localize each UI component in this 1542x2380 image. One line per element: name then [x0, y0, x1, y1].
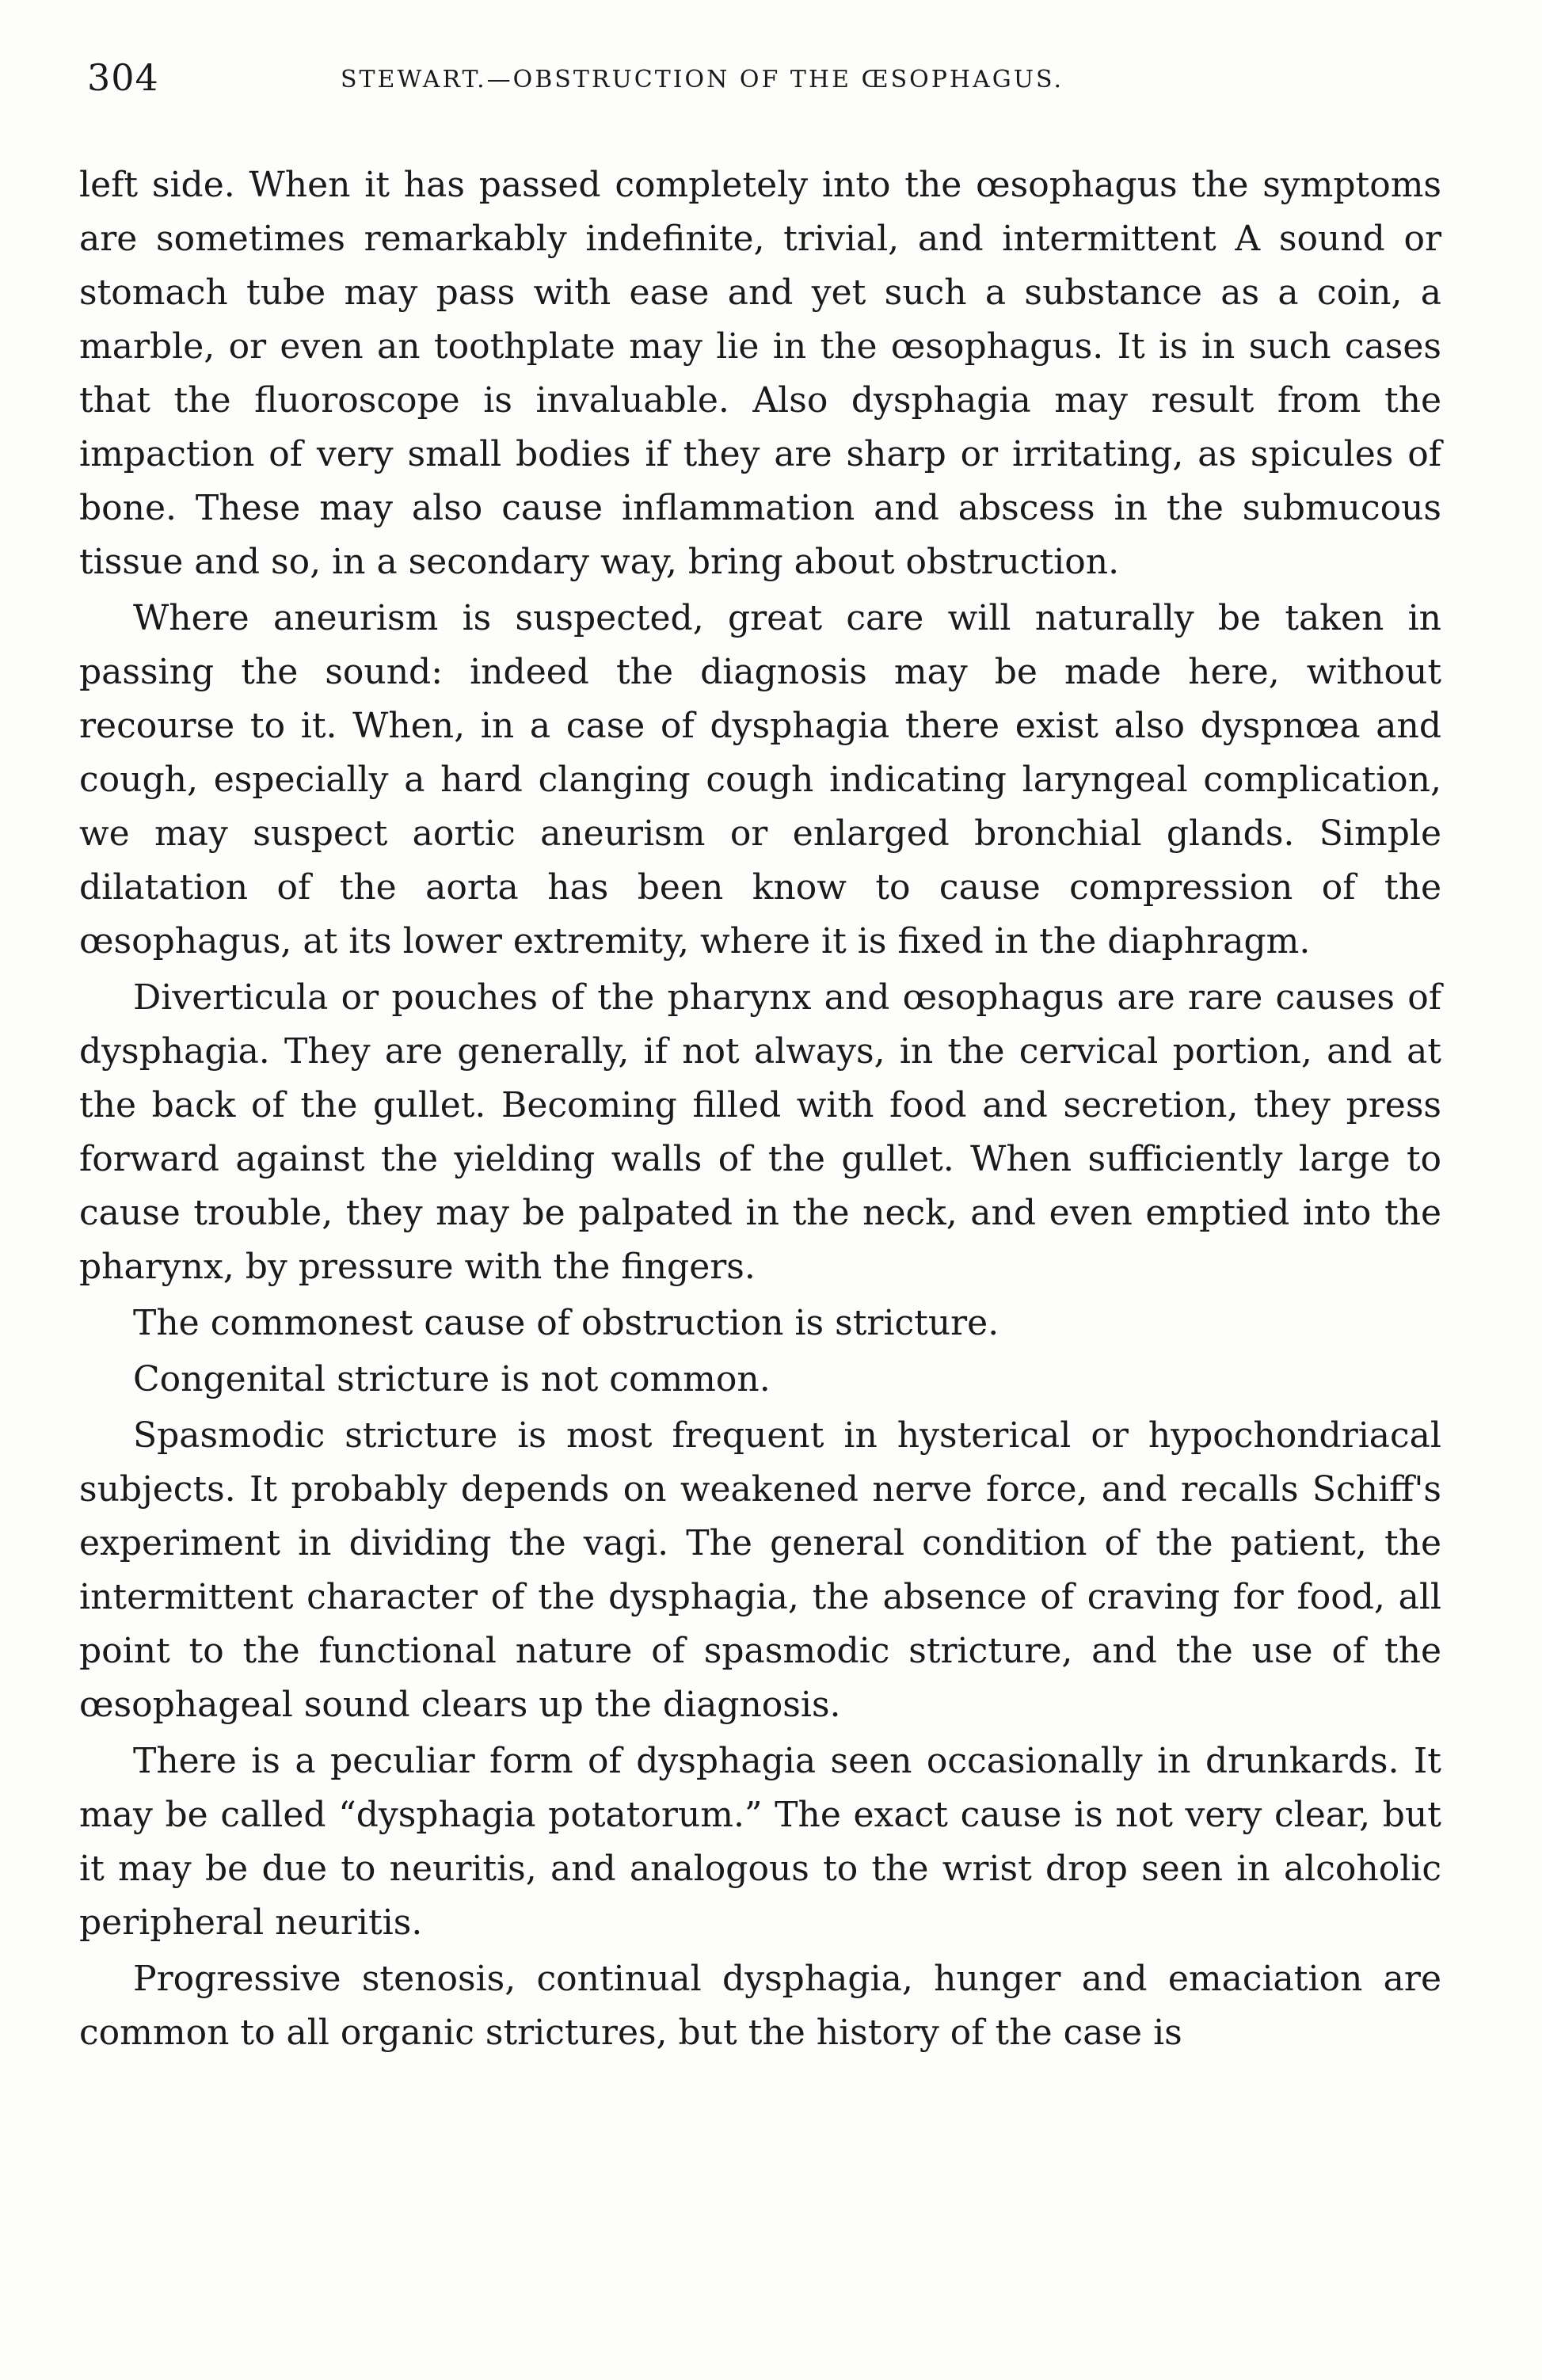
body-text	[79, 158, 1441, 2062]
paragraph-stricture-cause: The commonest cause of obstruction is stricture.	[133, 1303, 999, 1343]
paragraph-aneurism: Where aneurism is suspected, great care will naturally be taken in passing the sound: indeed the diagnosis may be made here, without recourse to it. When, in a case of dysphagia there exist also dyspnœa and cough, especially a hard clanging cough indicating laryngeal complication, we may suspect aortic aneurism or enlarged bronchial glands. Simple dilatation of the aorta has been know to cause compression of the œsophagus, at its lower extremity, where it is fixed in the diaphragm.	[79, 598, 1441, 962]
paragraph-congenital-stricture: Congenital stricture is not common.	[133, 1359, 771, 1399]
page-number: 304	[87, 56, 159, 99]
running-title: STEWART.—OBSTRUCTION OF THE ŒSOPHAGUS.	[341, 66, 1064, 93]
running-head	[0, 54, 1542, 101]
paragraph-dysphagia-potatorum: There is a peculiar form of dysphagia seen occasionally in drunkards. It may be called “dysphagia potatorum.” The exact cause is not very clear, but it may be due to neuritis, and analogous to the wrist drop seen in alcoholic peripheral neuritis.	[79, 1741, 1441, 1943]
paragraph-progressive-stenosis: Progressive stenosis, continual dysphagia, hunger and emaciation are common to all organic strictures, but the history of the case is	[79, 1959, 1441, 2053]
paragraph-continued: left side. When it has passed completely into the œsophagus the symptoms are sometimes remarkably indefinite, trivial, and intermittent A sound or stomach tube may pass with ease and yet such a substance as a coin, a marble, or even an toothplate may lie in the œsophagus. It is in such cases that the fluoroscope is invaluable. Also dysphagia may result from the impaction of very small bodies if they are sharp or irritating, as spicules of bone. These may also cause inflammation and abscess in the submucous tissue and so, in a secondary way, bring about obstruction.	[79, 165, 1441, 582]
paragraph-diverticula: Diverticula or pouches of the pharynx and œsophagus are rare causes of dysphagia. They are generally, if not always, in the cervical portion, and at the back of the gullet. Becoming filled with food and secretion, they press forward against the yielding walls of the gullet. When sufficiently large to cause trouble, they may be palpated in the neck, and even emptied into the pharynx, by pressure with the fingers.	[79, 977, 1441, 1287]
paragraph-spasmodic-stricture: Spasmodic stricture is most frequent in hysterical or hypochondriacal subjects. It probably depends on weakened nerve force, and recalls Schiff's experiment in dividing the vagi. The general condition of the patient, the intermittent character of the dysphagia, the absence of craving for food, all point to the functional nature of spasmodic stricture, and the use of the œsophageal sound clears up the diagnosis.	[79, 1415, 1441, 1725]
